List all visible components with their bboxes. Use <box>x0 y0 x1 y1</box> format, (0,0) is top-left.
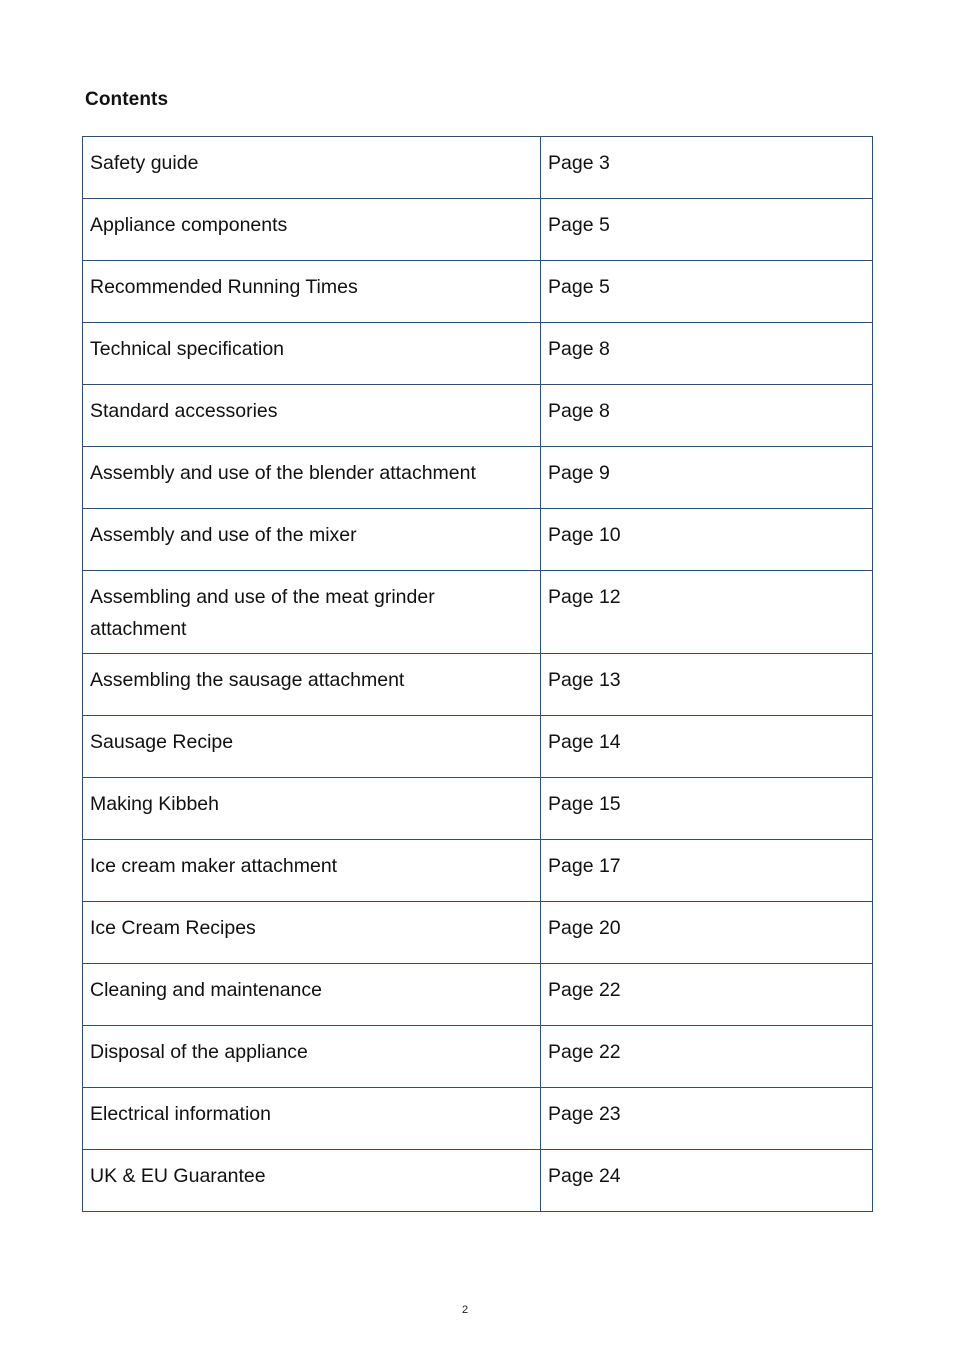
contents-heading: Contents <box>85 89 169 110</box>
table-row <box>83 261 873 323</box>
toc-entry-title: Electrical information <box>83 1088 541 1150</box>
toc-entry-page: Page 12 <box>541 571 873 654</box>
toc-entry-page: Page 15 <box>541 778 873 840</box>
toc-entry-title: Sausage Recipe <box>83 716 541 778</box>
table-row <box>83 716 873 778</box>
contents-table <box>82 136 873 1212</box>
toc-entry-page: Page 5 <box>541 261 873 323</box>
toc-entry-title: Cleaning and maintenance <box>83 964 541 1026</box>
table-row <box>83 323 873 385</box>
table-row <box>83 509 873 571</box>
toc-entry-page: Page 22 <box>541 964 873 1026</box>
toc-entry-title: Safety guide <box>83 137 541 199</box>
toc-entry-page: Page 8 <box>541 385 873 447</box>
table-row <box>83 1026 873 1088</box>
toc-entry-page: Page 9 <box>541 447 873 509</box>
toc-entry-title: Technical specification <box>83 323 541 385</box>
toc-entry-title: Ice Cream Recipes <box>83 902 541 964</box>
table-row <box>83 964 873 1026</box>
toc-entry-title: Disposal of the appliance <box>83 1026 541 1088</box>
toc-entry-page: Page 14 <box>541 716 873 778</box>
toc-entry-title: Assembling the sausage attachment <box>83 654 541 716</box>
toc-entry-title: Appliance components <box>83 199 541 261</box>
table-row <box>83 840 873 902</box>
toc-entry-page: Page 24 <box>541 1150 873 1212</box>
toc-entry-page: Page 22 <box>541 1026 873 1088</box>
toc-entry-title: Recommended Running Times <box>83 261 541 323</box>
toc-entry-title: Standard accessories <box>83 385 541 447</box>
table-row <box>83 571 873 654</box>
table-row <box>83 1088 873 1150</box>
toc-entry-page: Page 13 <box>541 654 873 716</box>
toc-entry-page: Page 17 <box>541 840 873 902</box>
toc-entry-page: Page 5 <box>541 199 873 261</box>
table-row <box>83 902 873 964</box>
table-row <box>83 1150 873 1212</box>
toc-entry-page: Page 20 <box>541 902 873 964</box>
toc-entry-page: Page 10 <box>541 509 873 571</box>
toc-entry-page: Page 23 <box>541 1088 873 1150</box>
table-row <box>83 778 873 840</box>
toc-entry-title: Assembly and use of the mixer <box>83 509 541 571</box>
table-row <box>83 447 873 509</box>
toc-entry-page: Page 8 <box>541 323 873 385</box>
toc-entry-page: Page 3 <box>541 137 873 199</box>
toc-entry-title: UK & EU Guarantee <box>83 1150 541 1212</box>
table-row <box>83 199 873 261</box>
table-row <box>83 654 873 716</box>
table-row <box>83 385 873 447</box>
table-row <box>83 137 873 199</box>
toc-entry-title: Assembly and use of the blender attachment <box>83 447 541 509</box>
toc-entry-title: Making Kibbeh <box>83 778 541 840</box>
toc-entry-title: Assembling and use of the meat grinder attachment <box>83 571 541 654</box>
toc-entry-title: Ice cream maker attachment <box>83 840 541 902</box>
page-number: 2 <box>461 1304 469 1316</box>
